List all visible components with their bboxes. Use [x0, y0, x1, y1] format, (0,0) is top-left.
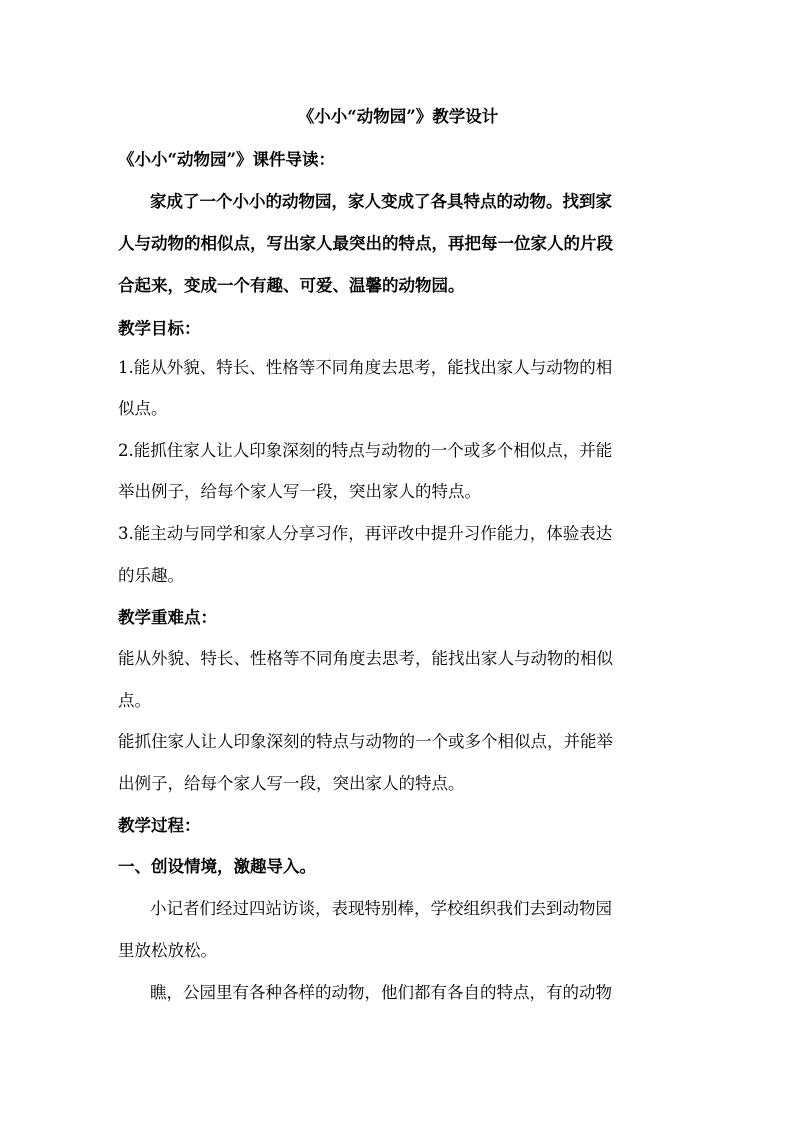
- goal-line: 举出例子，给每个家人写一段，突出家人的特点。: [118, 482, 481, 501]
- guide-line: 合起来，变成一个有趣、可爱、温馨的动物园。: [118, 276, 465, 295]
- key-line: 点。: [118, 691, 151, 710]
- process-line: 里放松放松。: [118, 941, 217, 960]
- key-heading: 教学重难点：: [118, 608, 217, 627]
- goal-line: 2.能抓住家人让人印象深刻的特点与动物的一个或多个相似点，并能: [118, 441, 613, 460]
- guide-line: 人与动物的相似点，写出家人最突出的特点，再把每一位家人的片段: [118, 234, 613, 253]
- doc-title: 《小小“动物园”》教学设计: [297, 107, 499, 126]
- goal-line: 3.能主动与同学和家人分享习作，再评改中提升习作能力，体验表达: [118, 524, 613, 543]
- guide-heading: 《小小“动物园”》课件导读：: [118, 150, 335, 169]
- process-line: 小记者们经过四站访谈，表现特别棒，学校组织我们去到动物园: [150, 899, 612, 918]
- goal-line: 1.能从外貌、特长、性格等不同角度去思考，能找出家人与动物的相: [118, 358, 613, 377]
- key-line: 能从外貌、特长、性格等不同角度去思考，能找出家人与动物的相似: [118, 649, 613, 668]
- guide-line: 家成了一个小小的动物园，家人变成了各具特点的动物。找到家: [150, 192, 612, 211]
- key-line: 出例子，给每个家人写一段，突出家人的特点。: [118, 774, 465, 793]
- goal-line: 的乐趣。: [118, 566, 184, 585]
- step1-heading: 一、创设情境，激趣导入。: [118, 857, 316, 876]
- process-heading: 教学过程：: [118, 816, 201, 835]
- goal-line: 似点。: [118, 399, 168, 418]
- goals-heading: 教学目标：: [118, 319, 201, 338]
- key-line: 能抓住家人让人印象深刻的特点与动物的一个或多个相似点，并能举: [118, 732, 613, 751]
- process-line: 瞧，公园里有各种各样的动物，他们都有各自的特点，有的动物: [150, 983, 612, 1002]
